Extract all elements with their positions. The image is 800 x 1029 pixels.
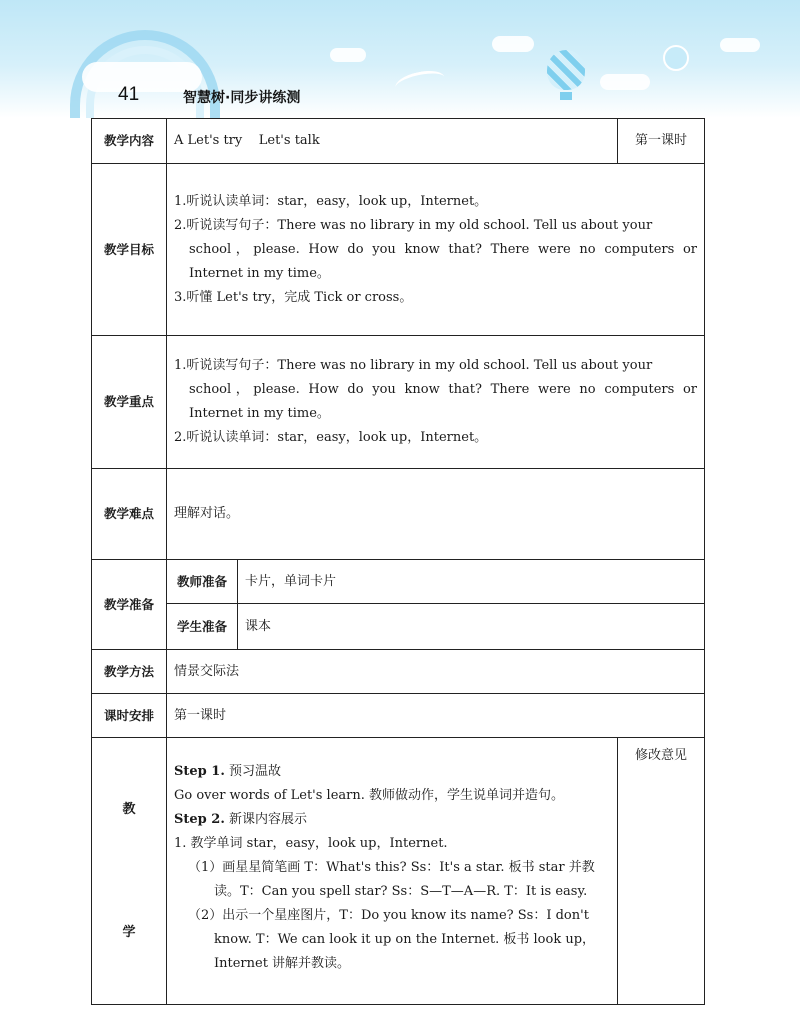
sun-icon: [663, 45, 689, 71]
label-schedule: 课时安排: [92, 694, 167, 738]
label-method: 教学方法: [92, 650, 167, 694]
step-2-point-1: 1. 教学单词 star，easy，look up，Internet.: [174, 836, 448, 851]
objective-item: 1.听说认读单词：star，easy，look up，Internet。: [174, 193, 488, 209]
step-2-sub-1: （1）画星星简笔画 T：What's this? Ss：It's a star. 板书 star 并教 读。T：Can you spell star? Ss：S—T—A—R. T：It is easy.: [188, 860, 595, 899]
label-key-points: 教学重点: [92, 336, 167, 469]
cloud-decoration: [330, 48, 366, 62]
revision-notes-header: 修改意见: [635, 748, 688, 763]
row-difficulty: [92, 469, 705, 560]
label-content: 教学内容: [92, 119, 167, 164]
row-preparation-student: [92, 604, 705, 650]
key-point-item: 2.听说认读单词：star，easy，look up，Internet。: [174, 430, 488, 445]
step-2-sub-2: （2）出示一个星座图片，T：Do you know its name? Ss：I don't know. T：We can look it up on the Internet. 板书 look up， Internet 讲解并教读。: [188, 908, 596, 971]
row-preparation-teacher: [92, 560, 705, 604]
value-teacher-prep: 卡片，单词卡片: [238, 560, 705, 604]
step-1-heading: Step 1. 预习温故: [174, 764, 282, 779]
label-teacher-prep: 教师准备: [167, 560, 238, 604]
balloon-basket-icon: [560, 92, 572, 100]
step-1-text: Go over words of Let's learn. 教师做动作，学生说单词并造句。: [174, 788, 565, 803]
cloud-decoration: [720, 38, 760, 52]
label-student-prep: 学生准备: [167, 604, 238, 650]
row-schedule: [92, 694, 705, 738]
value-schedule: 第一课时: [167, 694, 705, 738]
lesson-plan-table: [91, 118, 705, 1005]
key-point-item: 1.听说读写句子：There was no library in my old school. Tell us about your school，please. How do you know that? There were no computers or Internet in my time。: [174, 358, 698, 421]
label-process-char: 学: [122, 925, 136, 940]
row-objectives: [92, 164, 705, 336]
value-method: 情景交际法: [167, 650, 705, 694]
value-process: [167, 738, 618, 1005]
label-objectives: 教学目标: [92, 164, 167, 336]
label-preparation: 教学准备: [92, 560, 167, 650]
value-content: A Let's try Let's talk: [167, 119, 618, 164]
paper-plane-icon: [393, 67, 446, 98]
value-objectives: [167, 164, 705, 336]
objective-item: 2.听说读写句子：There was no library in my old school. Tell us about your school，please. How do you know that? There were no computers or Internet in my time。: [174, 217, 698, 281]
row-method: [92, 650, 705, 694]
value-difficulty: 理解对话。: [167, 469, 705, 560]
label-process-char: 教: [122, 802, 136, 817]
cloud-decoration: [492, 36, 534, 52]
objective-item: 3.听懂 Let's try，完成 Tick or cross。: [174, 289, 413, 305]
page-number: 41: [118, 84, 140, 105]
value-period: 第一课时: [618, 119, 705, 164]
step-2-heading: Step 2. 新课内容展示: [174, 812, 308, 827]
header-banner: [0, 0, 800, 118]
row-content: [92, 119, 705, 164]
cloud-decoration: [600, 74, 650, 90]
value-key-points: [167, 336, 705, 469]
row-process: [92, 738, 705, 1005]
label-process: [92, 738, 167, 1005]
row-key-points: [92, 336, 705, 469]
revision-notes-cell: [618, 738, 705, 1005]
label-difficulty: 教学难点: [92, 469, 167, 560]
hot-air-balloon-icon: [547, 50, 585, 90]
book-title: 智慧树·同步讲练测: [183, 90, 301, 106]
value-student-prep: 课本: [238, 604, 705, 650]
